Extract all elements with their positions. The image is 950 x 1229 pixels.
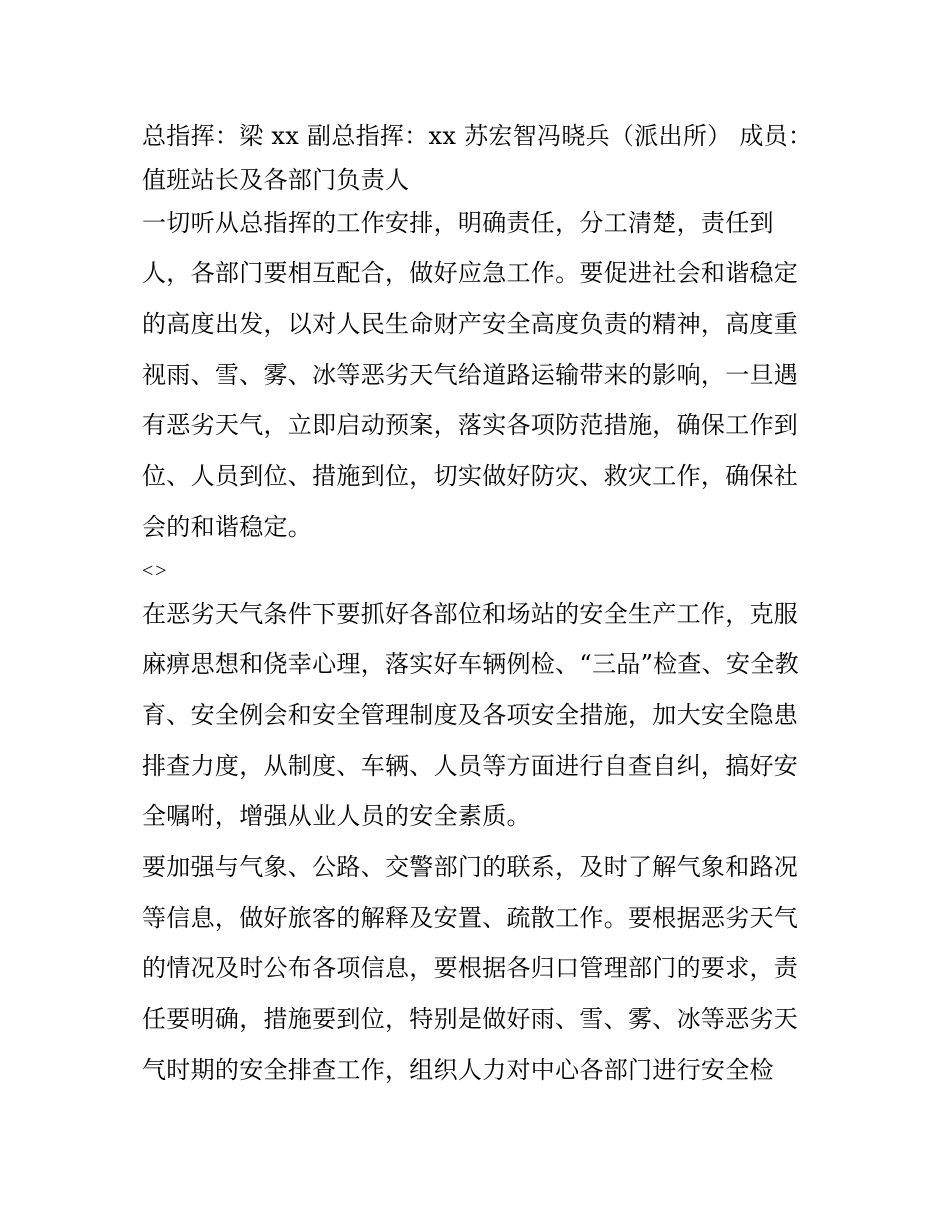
paragraph-command-structure [142, 111, 814, 198]
text-line: 排查力度，从制度、车辆、人员等方面进行自查自纠，搞好安 [142, 751, 799, 780]
text-line: 值班站长及各部门负责人 [142, 165, 410, 194]
text-line: 要加强与气象、公路、交警部门的联系，及时了解气象和路况 [142, 852, 799, 881]
text-line: 位、人员到位、措施到位，切实做好防灾、救灾工作，确保社 [142, 462, 799, 491]
text-line: 麻痹思想和侥幸心理，落实好车辆例检、“三品”检查、安全教 [142, 650, 799, 679]
paragraph-coordination [142, 842, 814, 1095]
text-line: 的情况及时公布各项信息，要根据各归口管理部门的要求，责 [142, 954, 799, 983]
paragraph-safety-production [142, 589, 814, 842]
section-marker [142, 553, 814, 589]
text-line: 育、安全例会和安全管理制度及各项安全措施，加大安全隐患 [142, 700, 799, 729]
text-line: 有恶劣天气，立即启动预案，落实各项防范措施，确保工作到 [142, 411, 799, 440]
marker-text: <> [142, 559, 169, 582]
text-line: 的高度出发，以对人民生命财产安全高度负责的精神，高度重 [142, 310, 799, 339]
text-line: 视雨、雪、雾、冰等恶劣天气给道路运输带来的影响，一旦遇 [142, 360, 799, 389]
paragraph-responsibility [142, 198, 814, 553]
text-line: 任要明确，措施要到位，特别是做好雨、雪、雾、冰等恶劣天 [142, 1005, 799, 1033]
text-line: 在恶劣天气条件下要抓好各部位和场站的安全生产工作，克服 [142, 599, 799, 628]
document-body [142, 111, 814, 1095]
text-line: 气时期的安全排查工作，组织人力对中心各部门进行安全检 [142, 1055, 774, 1084]
text-line: 总指挥：梁 xx 副总指挥：xx 苏宏智冯晓兵（派出所） 成员： [142, 122, 813, 150]
text-line: 会的和谐稳定。 [142, 512, 313, 541]
text-line: 全嘱咐，增强从业人员的安全素质。 [142, 802, 531, 831]
text-line: 一切听从总指挥的工作安排，明确责任，分工清楚，责任到 [142, 208, 774, 237]
text-line: 等信息，做好旅客的解释及安置、疏散工作。要根据恶劣天气 [142, 903, 799, 932]
text-line: 人，各部门要相互配合，做好应急工作。要促进社会和谐稳定 [142, 259, 799, 288]
